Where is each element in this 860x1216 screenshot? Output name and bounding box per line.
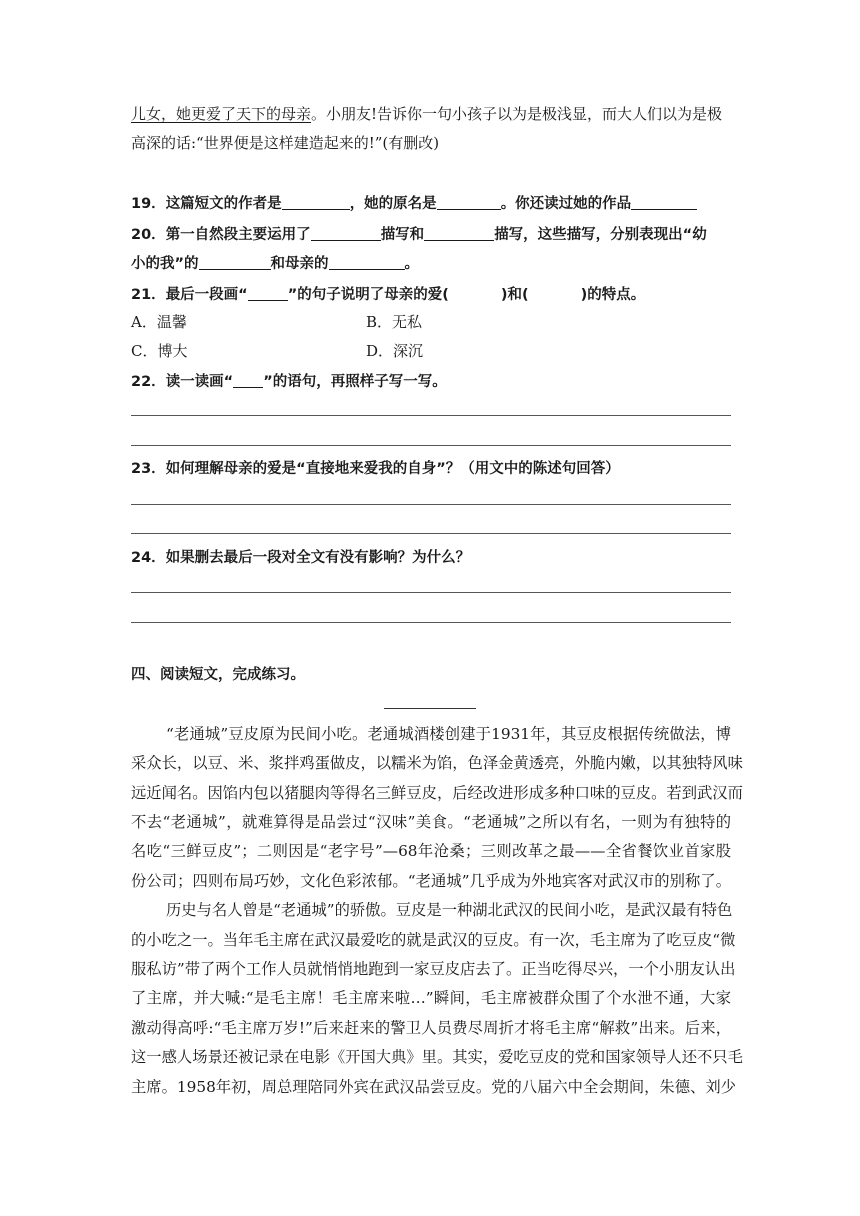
para2-line-2: 的小吃之一。当年毛主席在武汉最爱吃的就是武汉的豆皮。有一次，毛主席为了吃豆皮“微 [131, 931, 736, 949]
question-20-line-2: 小的我”的 和母亲的 。 [131, 253, 731, 274]
para2-line-6: 这一感人场景还被记录在电影《开国大典》里。其实，爱吃豆皮的党和国家领导人还不只毛 [131, 1048, 743, 1066]
option-b[interactable]: B．无私 [366, 313, 423, 331]
answer-line-23-2[interactable] [131, 533, 731, 534]
underline-mark-22 [233, 371, 263, 388]
answer-line-23-1[interactable] [131, 504, 731, 505]
para1-line-5: 名吃“三鲜豆皮”；二则因是“老字号”—68年沧桑；三则改革之最——全省餐饮业首家股 [131, 842, 731, 860]
passage-title-blank[interactable] [384, 708, 476, 709]
blank-20-b[interactable] [424, 224, 494, 241]
para1-line-6: 份公司；四则布局巧妙，文化色彩浓郁。“老通城”几乎成为外地宾客对武汉市的别称了。 [131, 872, 731, 890]
blank-19-original-name[interactable] [437, 193, 501, 210]
option-d[interactable]: D．深沉 [366, 342, 424, 360]
para2-line-1: 历史与名人曾是“老通城”的骄傲。豆皮是一种湖北武汉的民间小吃，是武汉最有特色 [166, 901, 733, 919]
question-21: 21．最后一段画“ ”的句子说明了母亲的爱( )和( )的特点。 [131, 284, 731, 305]
question-22: 22．读一读画“ ”的语句，再照样子写一写。 [131, 371, 731, 392]
para2-line-7: 主席。1958年初，周总理陪同外宾在武汉品尝豆皮。党的八届六中全会期间，朱德、刘少 [131, 1078, 736, 1096]
para1-line-1: “老通城”豆皮原为民间小吃。老通城酒楼创建于1931年，其豆皮根据传统做法，博 [166, 725, 731, 743]
blank-19-works[interactable] [631, 193, 697, 210]
option-c[interactable]: C．博大 [131, 342, 188, 360]
para1-line-3: 远近闻名。因馅内包以猪腿肉等得名三鲜豆皮，后经改进形成多种口味的豆皮。若到武汉而 [131, 784, 743, 802]
question-19: 19．这篇短文的作者是 ，她的原名是 。你还读过她的作品 [131, 193, 731, 214]
section-4-heading: 四、阅读短文，完成练习。 [131, 667, 305, 683]
intro-line-2: 高深的话:“世界便是这样建造起来的!”(有删改) [131, 134, 440, 152]
blank-20-d[interactable] [329, 253, 405, 270]
answer-line-22-2[interactable] [131, 445, 731, 446]
question-20: 20．第一自然段主要运用了 描写和 描写，这些描写，分别表现出“幼 [131, 224, 731, 245]
para2-line-3: 服私访”带了两个工作人员就悄悄地跑到一家豆皮店去了。正当吃得尽兴，一个小朋友认出 [131, 960, 736, 978]
underline-mark-21 [248, 284, 288, 301]
underlined-sentence: 儿女，她更爱了天下的母亲 [131, 105, 312, 123]
blank-19-author[interactable] [282, 193, 350, 210]
blank-20-c[interactable] [199, 253, 271, 270]
para1-line-4: 不去“老通城”，就难算得是品尝过“汉味”美食。“老通城”之所以有名，一则为有独特的 [131, 813, 731, 831]
question-24: 24．如果删去最后一段对全文有没有影响？为什么？ [131, 550, 471, 566]
intro-line-1: 儿女，她更爱了天下的母亲。小朋友!告诉你一句小孩子以为是极浅显，而大人们以为是极 [131, 105, 723, 123]
para1-line-2: 采众长，以豆、米、浆拌鸡蛋做皮，以糯米为馅，色泽金黄透亮，外脆内嫩，以其独特风味 [131, 754, 743, 772]
answer-line-22-1[interactable] [131, 415, 731, 416]
answer-line-24-2[interactable] [131, 622, 731, 623]
answer-line-24-1[interactable] [131, 592, 731, 593]
para2-line-4: 了主席，并大喊:“是毛主席！毛主席来啦…”瞬间，毛主席被群众围了个水泄不通，大家 [131, 989, 731, 1007]
option-a[interactable]: A．温馨 [131, 313, 187, 331]
para2-line-5: 激动得高呼:“毛主席万岁!”后来赶来的警卫人员费尽周折才将毛主席“解救”出来。后来， [131, 1019, 731, 1037]
blank-20-a[interactable] [311, 224, 381, 241]
question-23: 23．如何理解母亲的爱是“直接地来爱我的自身”？（用文中的陈述句回答） [131, 461, 620, 477]
